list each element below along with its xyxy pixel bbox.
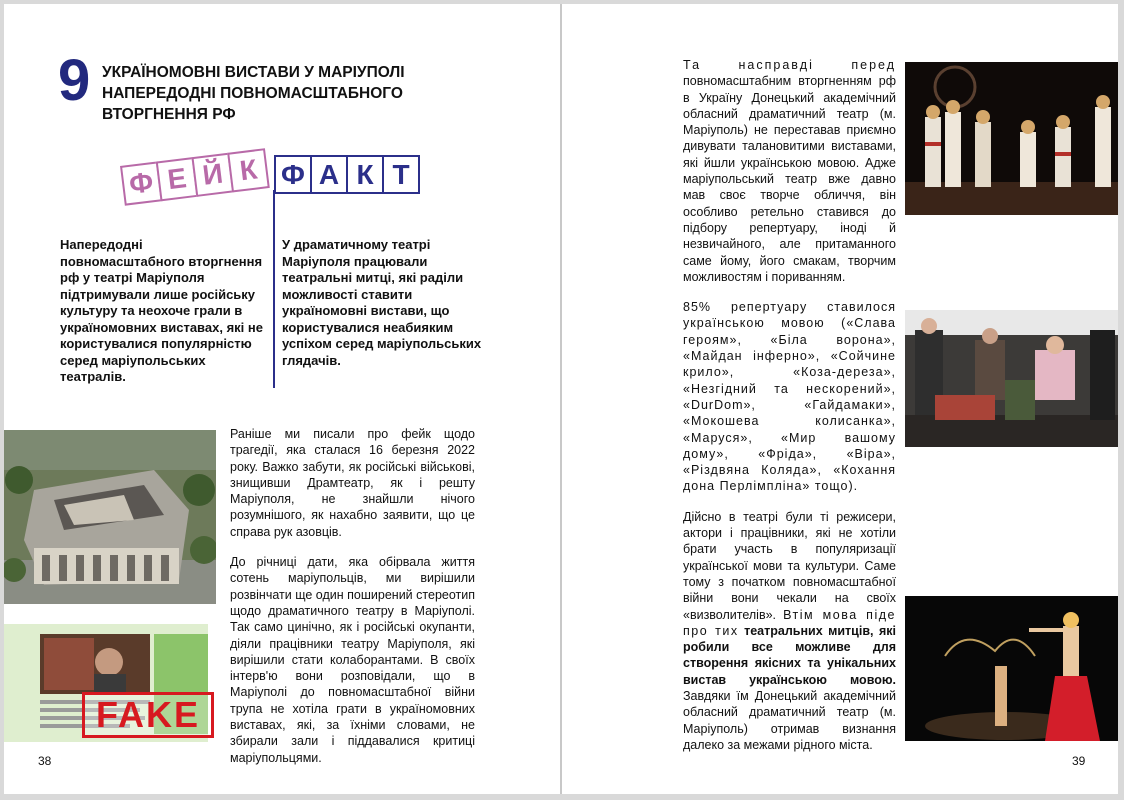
right-paragraph: 85% репертуару ставилося українською мовою («Слава героям», «Біла ворона», «Майдан інферно», «Сойчине крило», «Коза-дереза», «Незгідний та нескорений», «DurDom», «Гайдамаки», «Мокошева колисанка», «Маруся», «Мир вашому дому», «Фріда», «Віра», «Різдвяна Коляда», «Кохання дона Перлімпліна» тощо). [683, 300, 896, 494]
fake-letter: К [227, 148, 270, 192]
fact-letter: Ф [274, 155, 312, 194]
fake-letter: Ф [120, 161, 163, 205]
section-number: 9 [58, 48, 91, 113]
stage-photo-drama [905, 310, 1118, 447]
fake-letter: Й [191, 153, 234, 197]
page-number-right: 39 [1072, 754, 1086, 768]
fact-letter: Т [382, 155, 420, 194]
fact-label [274, 155, 418, 194]
paragraph-text: Дійсно в театрі були ті режисери, актори і працівники, які не хотіли брати участь в популяризації української мови та культури. Саме тому з початком повномасштабної війни вони чекали на своїх «визволителів». [683, 509, 896, 622]
fact-text: У драматичному театрі Маріуполя працювали театральні митці, які раділи можливості ставити україномовні вистави, що користувалися неабияким успіхом серед маріупольських глядачів. [282, 237, 482, 368]
stage-photo-performance [905, 596, 1118, 741]
left-body-text [230, 426, 475, 780]
right-paragraph [683, 509, 896, 753]
paragraph-text: Завдяки їм Донецький академічний обласний драматичний театр (м. Маріуполь) отримав визнання далеко за межами рідного міста. [683, 688, 896, 752]
fact-letter: А [310, 155, 348, 194]
divider-line [273, 190, 275, 388]
destroyed-theater-photo [4, 430, 216, 604]
stage-photo-folk [905, 62, 1118, 215]
lead-words: Втім мова піде про тих [683, 607, 896, 638]
section-headline: УКРАЇНОМОВНІ ВИСТАВИ У МАРІУПОЛІ НАПЕРЕДОДНІ ПОВНОМАСШТАБНОГО ВТОРГНЕННЯ РФ [102, 64, 405, 123]
right-paragraph [683, 57, 896, 285]
bold-text: театральних митців, які робили все можливе для створення якісних та унікальних вистав українською мовою. [683, 623, 896, 687]
left-paragraph: Раніше ми писали про фейк щодо трагедії, яка сталася 16 березня 2022 року. Важко забути, як російські військові, знищивши Драмтеатр, як і решту Маріуполя, не знайшли нічого розумнішого, як нахабно заявити, що це справа рук азовців. [230, 427, 475, 539]
lead-words: Та насправді перед [683, 58, 896, 72]
right-body-text [683, 57, 896, 767]
book-spine [560, 4, 562, 794]
fake-letter: Е [156, 157, 199, 201]
paragraph-text: повномасштабним вторгненням рф в Україну Донецький академічний обласний драматичний театр (м. Маріуполь) не переставав приємно дивувати талановитими виставами, які йшли українською мовою. Адже маріупольський театр вже давно мав своє творче обличчя, він особливо ретельно ставився до підбору репертуару, іноді й незвичайного, але притаманного саме йому, його смакам, творчим можливостям і пориванням. [683, 74, 896, 284]
fake-stamp: FAKE [82, 692, 214, 738]
page-number-left: 38 [38, 754, 52, 768]
fact-letter: К [346, 155, 384, 194]
fake-claim-text: Напередодні повномасштабного вторгнення рф у театрі Маріуполя підтримували лише російську культуру та неохоче грали в україномовних виставах, які не користувалися популярністю серед маріупольських театралів. [60, 237, 263, 384]
left-paragraph: До річниці дати, яка обірвала життя сотень маріупольців, ми вирішили розвінчати ще один поширений стереотип щодо драматичного театру в Маріуполі. Так само цинічно, як і російські окупанти, діяли працівники театру Маріуполя, які вирішили стати колаборантами. В своїх інтерв'ю вони розповідали, що в Маріуполі до повномасштабної війни трупа не хотіла грати в україномовних виставах, які, за їхніми словами, не збирали зали і піддавалися критиці маріупольцями. [230, 555, 475, 765]
